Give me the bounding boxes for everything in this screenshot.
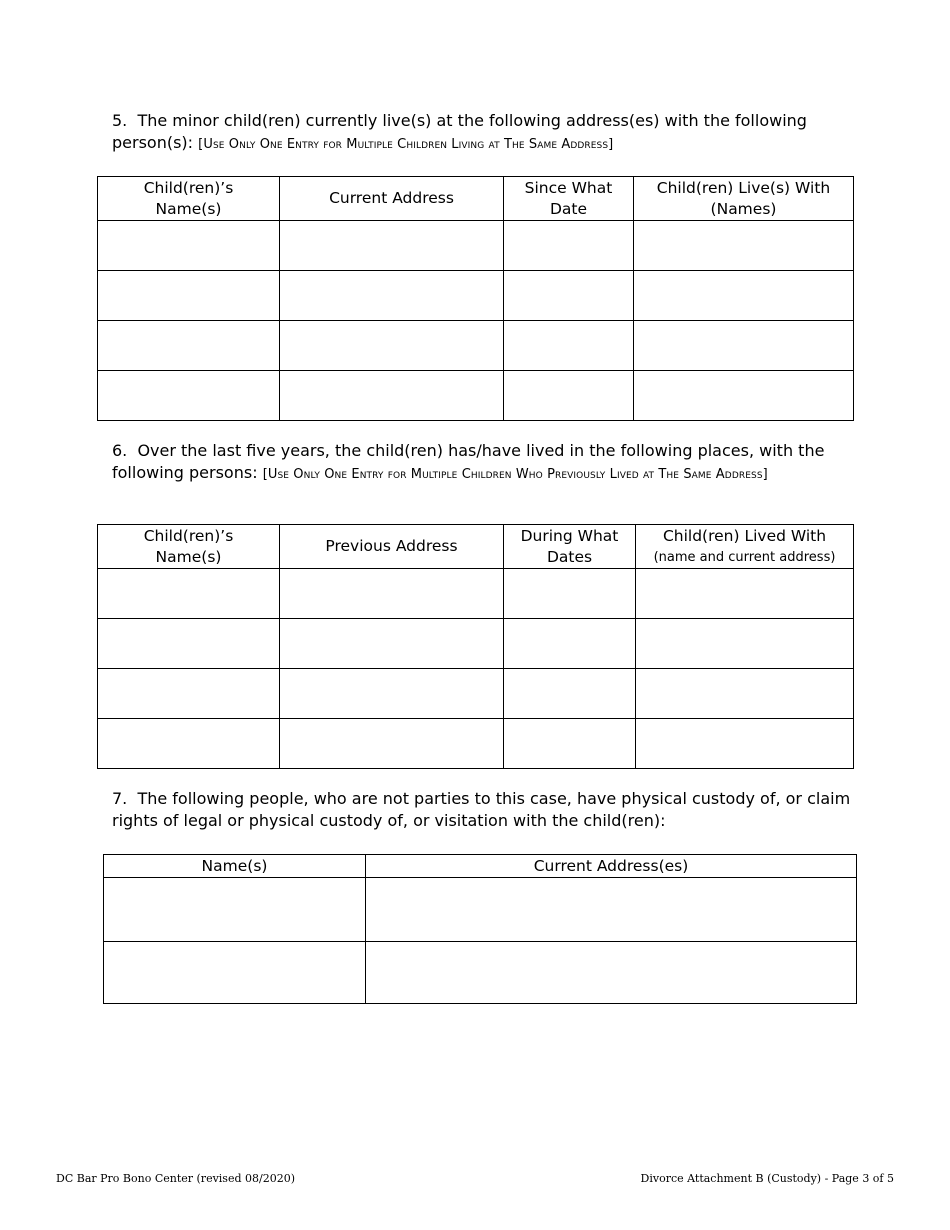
table-cell-input[interactable]: [104, 878, 366, 942]
table-header-row: [104, 855, 857, 878]
column-header-children-names: Child(ren)’s Name(s): [98, 177, 280, 221]
table-cell-input[interactable]: [280, 371, 504, 421]
question-5-number: 5.: [112, 111, 128, 130]
previous-residence-table: [97, 524, 854, 769]
table-row: [98, 569, 854, 619]
column-header-during-dates: During What Dates: [504, 525, 636, 569]
table-cell-input[interactable]: [504, 221, 634, 271]
table-cell-input[interactable]: [634, 271, 854, 321]
table-cell-input[interactable]: [366, 942, 857, 1004]
table-cell-input[interactable]: [98, 321, 280, 371]
column-header-current-address: Current Address: [280, 177, 504, 221]
table-cell-input[interactable]: [98, 371, 280, 421]
table-row: [98, 619, 854, 669]
table-cell-input[interactable]: [634, 321, 854, 371]
column-header-lives-with: Child(ren) Live(s) With (Names): [634, 177, 854, 221]
question-6-note: [Use Only One Entry for Multiple Children Who Previously Lived at The Same Address]: [262, 467, 768, 482]
table-cell-input[interactable]: [634, 371, 854, 421]
question-5-note: [Use Only One Entry for Multiple Children Living at The Same Address]: [198, 137, 614, 152]
question-7: [112, 788, 852, 832]
table-row: [104, 878, 857, 942]
table-cell-input[interactable]: [280, 669, 504, 719]
table-cell-input[interactable]: [636, 569, 854, 619]
table-header-row: [98, 525, 854, 569]
table-cell-input[interactable]: [504, 569, 636, 619]
table-cell-input[interactable]: [280, 569, 504, 619]
table-cell-input[interactable]: [636, 669, 854, 719]
table-cell-input[interactable]: [504, 271, 634, 321]
table-cell-input[interactable]: [504, 619, 636, 669]
table-cell-input[interactable]: [280, 619, 504, 669]
table-cell-input[interactable]: [280, 271, 504, 321]
table-cell-input[interactable]: [504, 321, 634, 371]
question-5-text: The minor child(ren) currently live(s) at the following address(es) with the following person(s):: [112, 111, 807, 152]
footer-right: Divorce Attachment B (Custody) - Page 3 of 5: [640, 1172, 894, 1185]
table-cell-input[interactable]: [366, 878, 857, 942]
column-header-current-addresses: Current Address(es): [366, 855, 857, 878]
footer-left: DC Bar Pro Bono Center (revised 08/2020): [56, 1172, 295, 1185]
table-cell-input[interactable]: [504, 371, 634, 421]
table-row: [98, 271, 854, 321]
table-cell-input[interactable]: [98, 619, 280, 669]
column-header-lived-with: Child(ren) Lived With (name and current address): [636, 525, 854, 569]
question-7-text: The following people, who are not parties to this case, have physical custody of, or claim rights of legal or physical custody of, or visitation with the child(ren):: [112, 789, 851, 830]
table-cell-input[interactable]: [98, 271, 280, 321]
question-7-number: 7.: [112, 789, 128, 808]
table-cell-input[interactable]: [636, 719, 854, 769]
column-header-since-date: Since What Date: [504, 177, 634, 221]
question-5: [112, 110, 852, 156]
table-row: [98, 321, 854, 371]
column-header-children-names: Child(ren)’s Name(s): [98, 525, 280, 569]
table-cell-input[interactable]: [98, 669, 280, 719]
current-residence-table: [97, 176, 854, 421]
table-header-row: [98, 177, 854, 221]
table-row: [98, 719, 854, 769]
table-row: [98, 371, 854, 421]
table-cell-input[interactable]: [504, 669, 636, 719]
table-cell-input[interactable]: [98, 719, 280, 769]
table-cell-input[interactable]: [98, 569, 280, 619]
column-header-lived-with-sub: (name and current address): [653, 549, 836, 565]
other-custodians-table: [103, 854, 857, 1004]
column-header-names: Name(s): [104, 855, 366, 878]
table-cell-input[interactable]: [636, 619, 854, 669]
column-header-previous-address: Previous Address: [280, 525, 504, 569]
table-row: [98, 669, 854, 719]
table-cell-input[interactable]: [280, 719, 504, 769]
table-cell-input[interactable]: [280, 221, 504, 271]
table-row: [98, 221, 854, 271]
question-6-number: 6.: [112, 441, 128, 460]
question-6-text: Over the last five years, the child(ren) has/have lived in the following places, with the following persons:: [112, 441, 825, 482]
table-cell-input[interactable]: [104, 942, 366, 1004]
question-6: [112, 440, 852, 486]
table-row: [104, 942, 857, 1004]
table-cell-input[interactable]: [280, 321, 504, 371]
table-cell-input[interactable]: [504, 719, 636, 769]
table-cell-input[interactable]: [634, 221, 854, 271]
table-cell-input[interactable]: [98, 221, 280, 271]
